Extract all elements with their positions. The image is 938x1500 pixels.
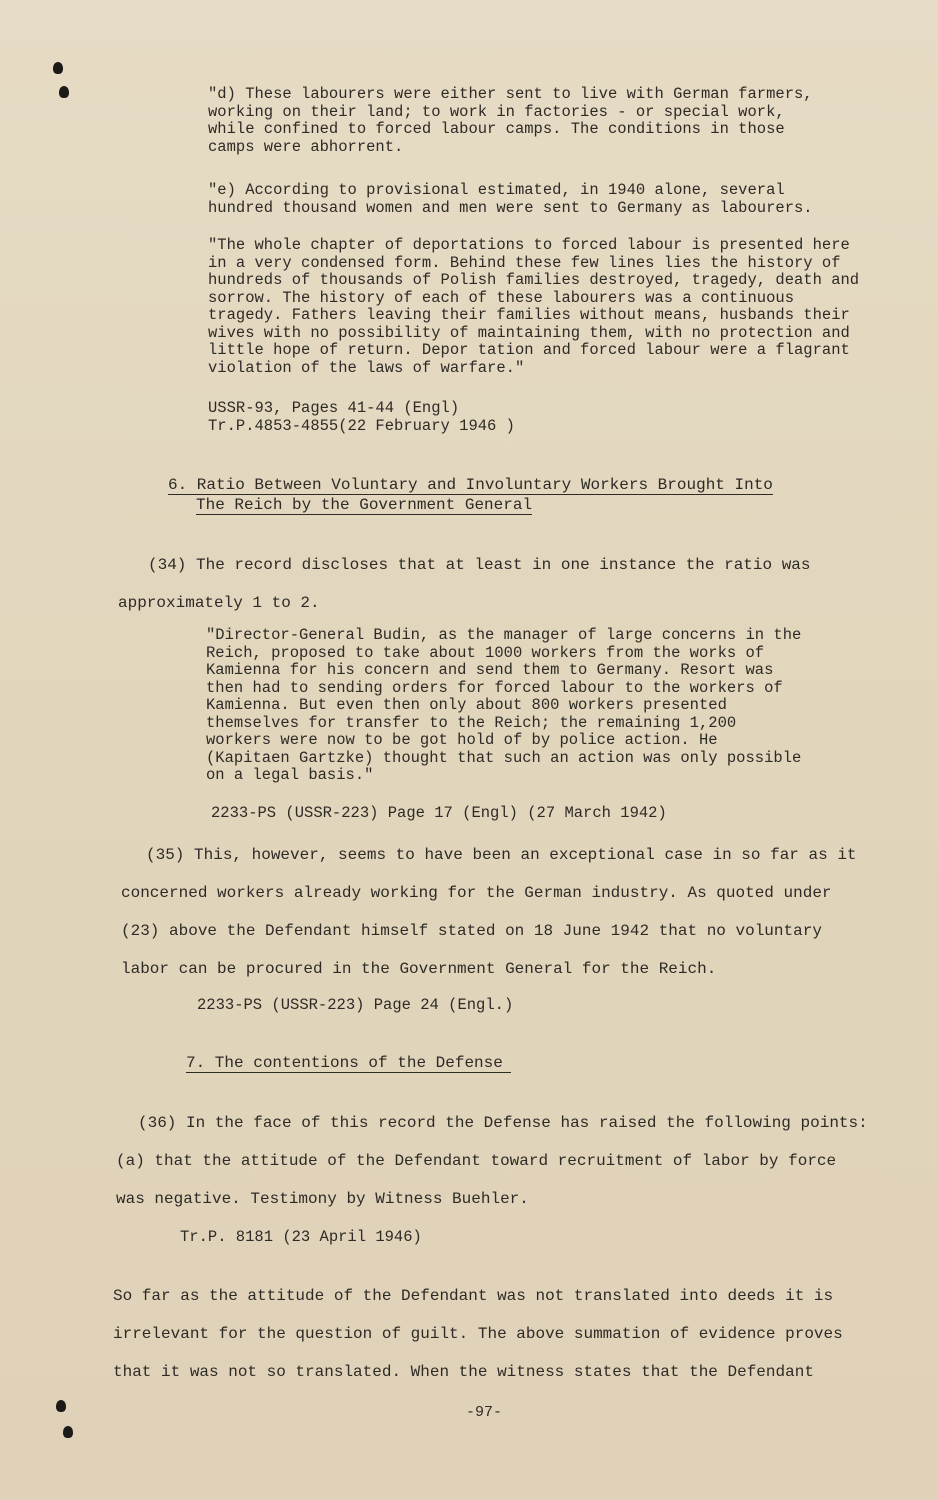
reference-2233-ps-page24: 2233-PS (USSR-223) Page 24 (Engl.) [197, 996, 514, 1014]
section-6-heading-cont [196, 495, 532, 516]
section-6-title-line2: The Reich by the Government General [196, 496, 533, 514]
section-7-heading [186, 1053, 511, 1074]
binding-hole-icon [59, 86, 69, 98]
section-6-heading [168, 475, 773, 496]
quote-chapter: "The whole chapter of deportations to forced labour is presented here in a very condensed form. Behind these few lines lies the history of hundreds of thousands of Polish families destroyed, tragedy, death and sorrow. The history of each of these labourers was a continuous tragedy. Fathers leaving their families without means, husbands their wives with no possibility of maintaining them, with no protection and little hope of return. Depor tation and forced labour were a flagrant violation of the laws of warfare." [208, 236, 860, 377]
reference-transcript-1: Tr.P.4853-4855(22 February 1946 ) [208, 417, 515, 435]
binding-hole-icon [53, 62, 63, 74]
quote-e: "e) According to provisional estimated, in 1940 alone, several hundred thousand women and men were sent to Germany as labourers. [208, 181, 813, 217]
reference-transcript-8181: Tr.P. 8181 (23 April 1946) [180, 1228, 422, 1246]
section-6-title-line1: 6. Ratio Between Voluntary and Involuntary Workers Brought Into [168, 476, 773, 494]
paragraph-final: So far as the attitude of the Defendant was not translated into deeds it is irrelevant for the question of guilt. The above summation of evidence proves that it was not so translated. When the witness states that the Defendant [113, 1287, 843, 1381]
reference-2233-ps-page17: 2233-PS (USSR-223) Page 17 (Engl) (27 March 1942) [211, 804, 667, 822]
paragraph-36: (36) In the face of this record the Defense has raised the following points: (a) that the attitude of the Defendant toward recruitment of labor by force was negative. Testimony by Witness Buehler. [116, 1114, 868, 1208]
section-7-title: 7. The contentions of the Defense [186, 1054, 511, 1073]
binding-hole-icon [56, 1400, 66, 1412]
page-number: -97- [466, 1404, 503, 1421]
quote-budin: "Director-General Budin, as the manager of large concerns in the Reich, proposed to take about 1000 workers from the works of Kamienna for his concern and send them to Germany. Resort was then had to sending orders for forced labour to the workers of Kamienna. But even then only about 800 workers presented themselves for transfer to the Reich; the remaining 1,200 workers were now to be got hold of by police action. He (Kapitaen Gartzke) thought that such an action was only possible on a legal basis." [206, 626, 802, 784]
paragraph-34: (34) The record discloses that at least in one instance the ratio was approximately 1 to 2. [118, 556, 811, 612]
reference-ussr-93: USSR-93, Pages 41-44 (Engl) [208, 399, 460, 417]
binding-hole-icon [63, 1426, 73, 1438]
quote-d: "d) These labourers were either sent to live with German farmers, working on their land; to work in factories - or special work, while confined to forced labour camps. The conditions in those camps were abhorrent. [208, 85, 813, 156]
paragraph-35: (35) This, however, seems to have been an exceptional case in so far as it concerned workers already working for the German industry. As quoted under (23) above the Defendant himself stated on 18 June 1942 that no voluntary labor can be procured in the Government General for the Reich. [121, 846, 857, 978]
